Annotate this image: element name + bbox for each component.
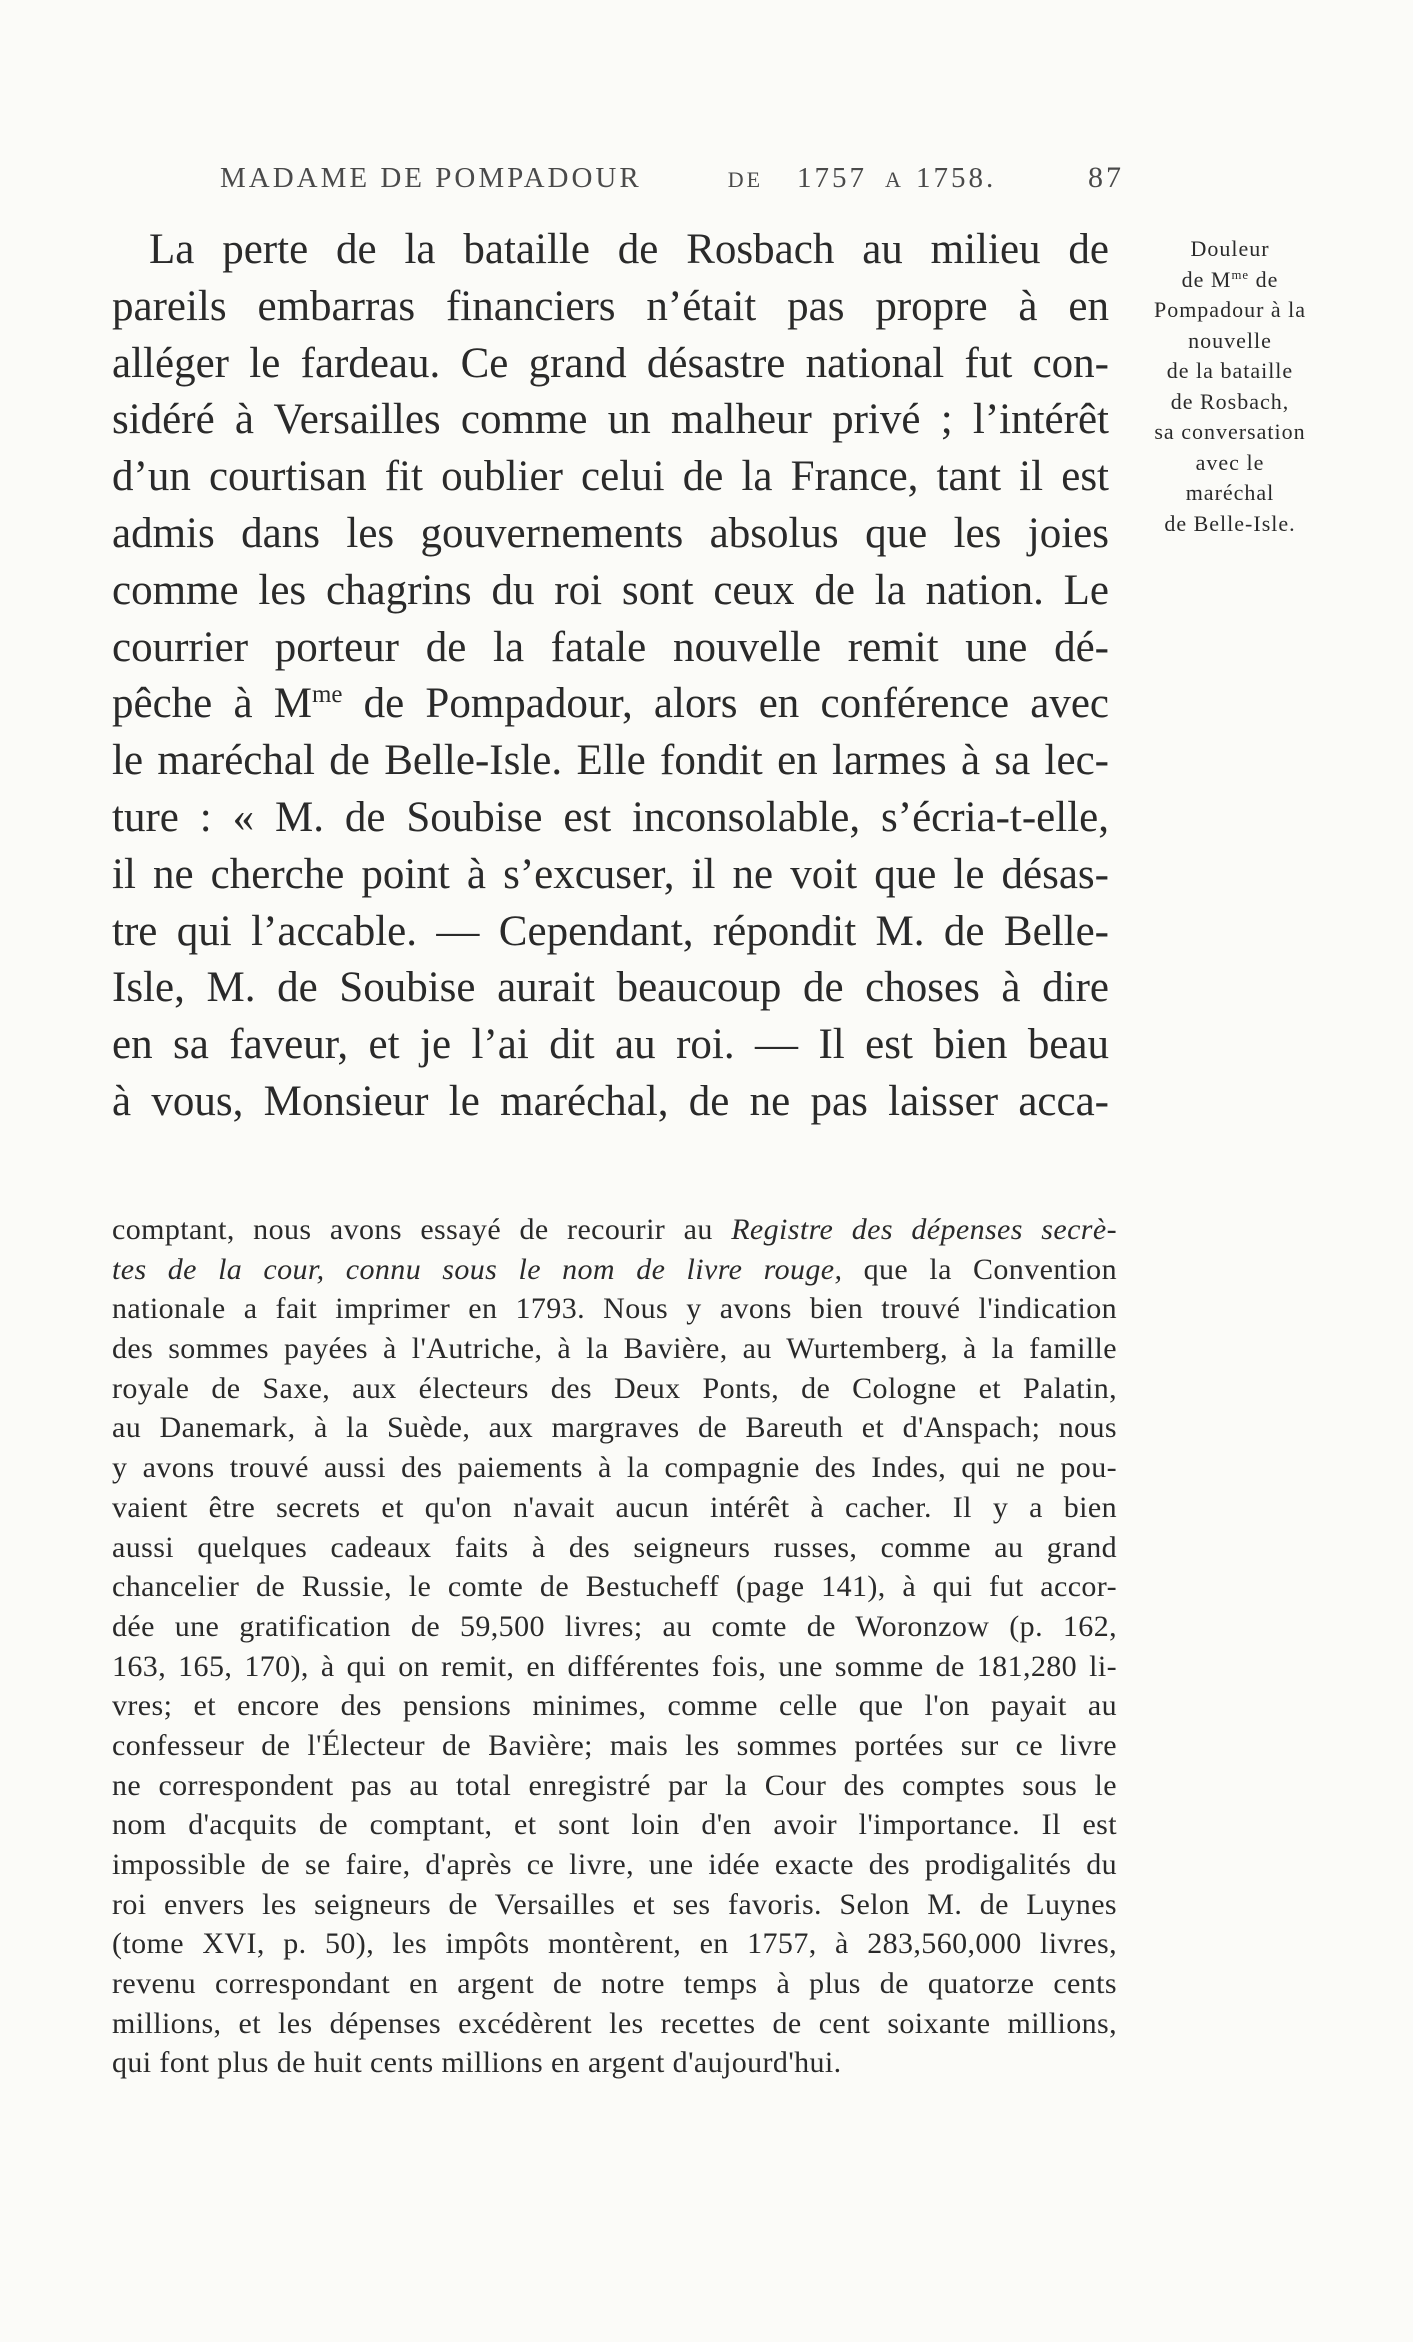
footnote-line: vaient être secrets et qu'on n'avait aucun intérêt à cacher. Il y a bien xyxy=(112,1490,1117,1524)
superscript-abbreviation: me xyxy=(1231,267,1250,282)
running-head-conjunction: A xyxy=(885,167,904,192)
main-text-line: en sa faveur, et je l’ai dit au roi. — Il est bien beau xyxy=(112,1021,1109,1069)
footnote-line: qui font plus de huit cents millions en argent d'aujourd'hui. xyxy=(112,2046,842,2080)
margin-note xyxy=(1130,234,1330,539)
running-head-connector: DE xyxy=(727,167,764,192)
margin-note-line xyxy=(1130,265,1330,296)
main-text-line: à vous, Monsieur le maréchal, de ne pas laisser acca- xyxy=(112,1077,1109,1125)
page-number: 87 xyxy=(1088,161,1124,194)
footnote-line: nationale a fait imprimer en 1793. Nous y avons bien trouvé l'indication xyxy=(112,1292,1117,1326)
footnote-line: impossible de se faire, d'après ce livre, une idée exacte des prodigalités du xyxy=(112,1848,1117,1881)
main-text-line: courrier porteur de la fatale nouvelle remit une dé- xyxy=(112,623,1109,671)
margin-note-line: maréchal xyxy=(1185,480,1275,505)
main-text xyxy=(112,222,1109,1131)
main-text-line: il ne cherche point à s’excuser, il ne voit que le désas- xyxy=(112,850,1109,898)
superscript-abbreviation: me xyxy=(311,681,343,709)
footnote-italic-title: Registre des dépenses secrè- xyxy=(731,1213,1117,1246)
margin-note-fragment: de xyxy=(1249,266,1279,292)
main-text-line: sidéré à Versailles comme un malheur privé ; l’intérêt xyxy=(112,396,1109,444)
margin-note-line: de la bataille xyxy=(1166,358,1294,383)
main-text-fragment: de Pompadour, alors en conférence avec xyxy=(342,680,1110,728)
footnote-line: nom d'acquits de comptant, et sont loin d'en avoir l'importance. Il est xyxy=(112,1808,1117,1842)
footnote-italic-title: tes de la cour, connu sous le nom de livre rouge, xyxy=(112,1252,843,1286)
footnote-line: vres; et encore des pensions minimes, comme celle que l'on payait au xyxy=(112,1689,1117,1723)
footnote-line: royale de Saxe, aux électeurs des Deux Ponts, de Cologne et Palatin, xyxy=(112,1371,1117,1405)
main-text-line: le maréchal de Belle-Isle. Elle fondit en larmes à sa lec- xyxy=(112,737,1109,785)
margin-note-line: sa conversation xyxy=(1154,419,1306,444)
footnote-line: (tome XVI, p. 50), les impôts montèrent, en 1757, à 283,560,000 livres, xyxy=(112,1927,1117,1961)
margin-note-fragment: de M xyxy=(1181,266,1232,292)
footnote-line: millions, et les dépenses excédèrent les recettes de cent soixante millions, xyxy=(112,2006,1117,2040)
margin-note-line: Pompadour à la xyxy=(1153,297,1307,322)
main-text-line: tre qui l’accable. — Cependant, répondit M. de Belle- xyxy=(112,907,1109,955)
margin-note-line: avec le xyxy=(1195,449,1265,475)
running-head-year-from: 1757 xyxy=(797,162,868,194)
footnote-line: au Danemark, à la Suède, aux margraves de Bareuth et d'Anspach; nous xyxy=(112,1411,1117,1445)
footnote-line: 163, 165, 170), à qui on remit, en différentes fois, une somme de 181,280 li- xyxy=(112,1649,1117,1683)
main-text-fragment: pêche à M xyxy=(112,680,312,728)
main-text-line: ture : « M. de Soubise est inconsolable, s’écria-t-elle, xyxy=(112,793,1109,841)
running-head xyxy=(220,158,996,198)
main-text-line: pareils embarras financiers n’était pas propre à en xyxy=(112,282,1109,330)
margin-note-line: de Belle-Isle. xyxy=(1164,510,1296,536)
footnote-fragment: comptant, nous avons essayé de recourir au xyxy=(112,1213,732,1246)
main-text-line: d’un courtisan fit oublier celui de la France, tant il est xyxy=(112,453,1109,501)
footnote-line: confesseur de l'Électeur de Bavière; mais les sommes portées sur ce livre xyxy=(112,1728,1117,1762)
footnote xyxy=(112,1210,1117,2083)
main-text-line: La perte de la bataille de Rosbach au milieu de xyxy=(149,226,1109,273)
main-text-line: comme les chagrins du roi sont ceux de la nation. Le xyxy=(112,566,1109,614)
running-head-year-to: 1758. xyxy=(915,162,997,194)
running-head-title: MADAME DE POMPADOUR xyxy=(220,162,642,194)
footnote-line: des sommes payées à l'Autriche, à la Bavière, au Wurtemberg, à la famille xyxy=(112,1332,1117,1366)
main-text-line: admis dans les gouvernements absolus que les joies xyxy=(112,509,1109,557)
footnote-line: aussi quelques cadeaux faits à des seigneurs russes, comme au grand xyxy=(112,1530,1117,1564)
footnote-line xyxy=(112,1250,1117,1290)
footnote-line: y avons trouvé aussi des paiements à la compagnie des Indes, qui ne pou- xyxy=(112,1451,1117,1485)
footnote-line: dée une gratification de 59,500 livres; au comte de Woronzow (p. 162, xyxy=(112,1609,1117,1643)
footnote-line xyxy=(112,1210,1117,1250)
footnote-line: revenu correspondant en argent de notre temps à plus de quatorze cents xyxy=(112,1967,1117,2001)
main-text-line: Isle, M. de Soubise aurait beaucoup de choses à dire xyxy=(112,964,1109,1012)
footnote-fragment: que la Convention xyxy=(842,1252,1117,1286)
footnote-line: ne correspondent pas au total enregistré par la Cour des comptes sous le xyxy=(112,1768,1117,1802)
margin-note-line: nouvelle xyxy=(1188,327,1272,353)
margin-note-line: de Rosbach, xyxy=(1170,388,1290,414)
main-text-line xyxy=(112,676,1109,733)
margin-note-line: Douleur xyxy=(1190,236,1270,261)
footnote-line: chancelier de Russie, le comte de Bestucheff (page 141), à qui fut accor- xyxy=(112,1570,1117,1604)
main-text-line: alléger le fardeau. Ce grand désastre national fut con- xyxy=(112,339,1109,387)
footnote-line: roi envers les seigneurs de Versailles et ses favoris. Selon M. de Luynes xyxy=(112,1887,1117,1921)
